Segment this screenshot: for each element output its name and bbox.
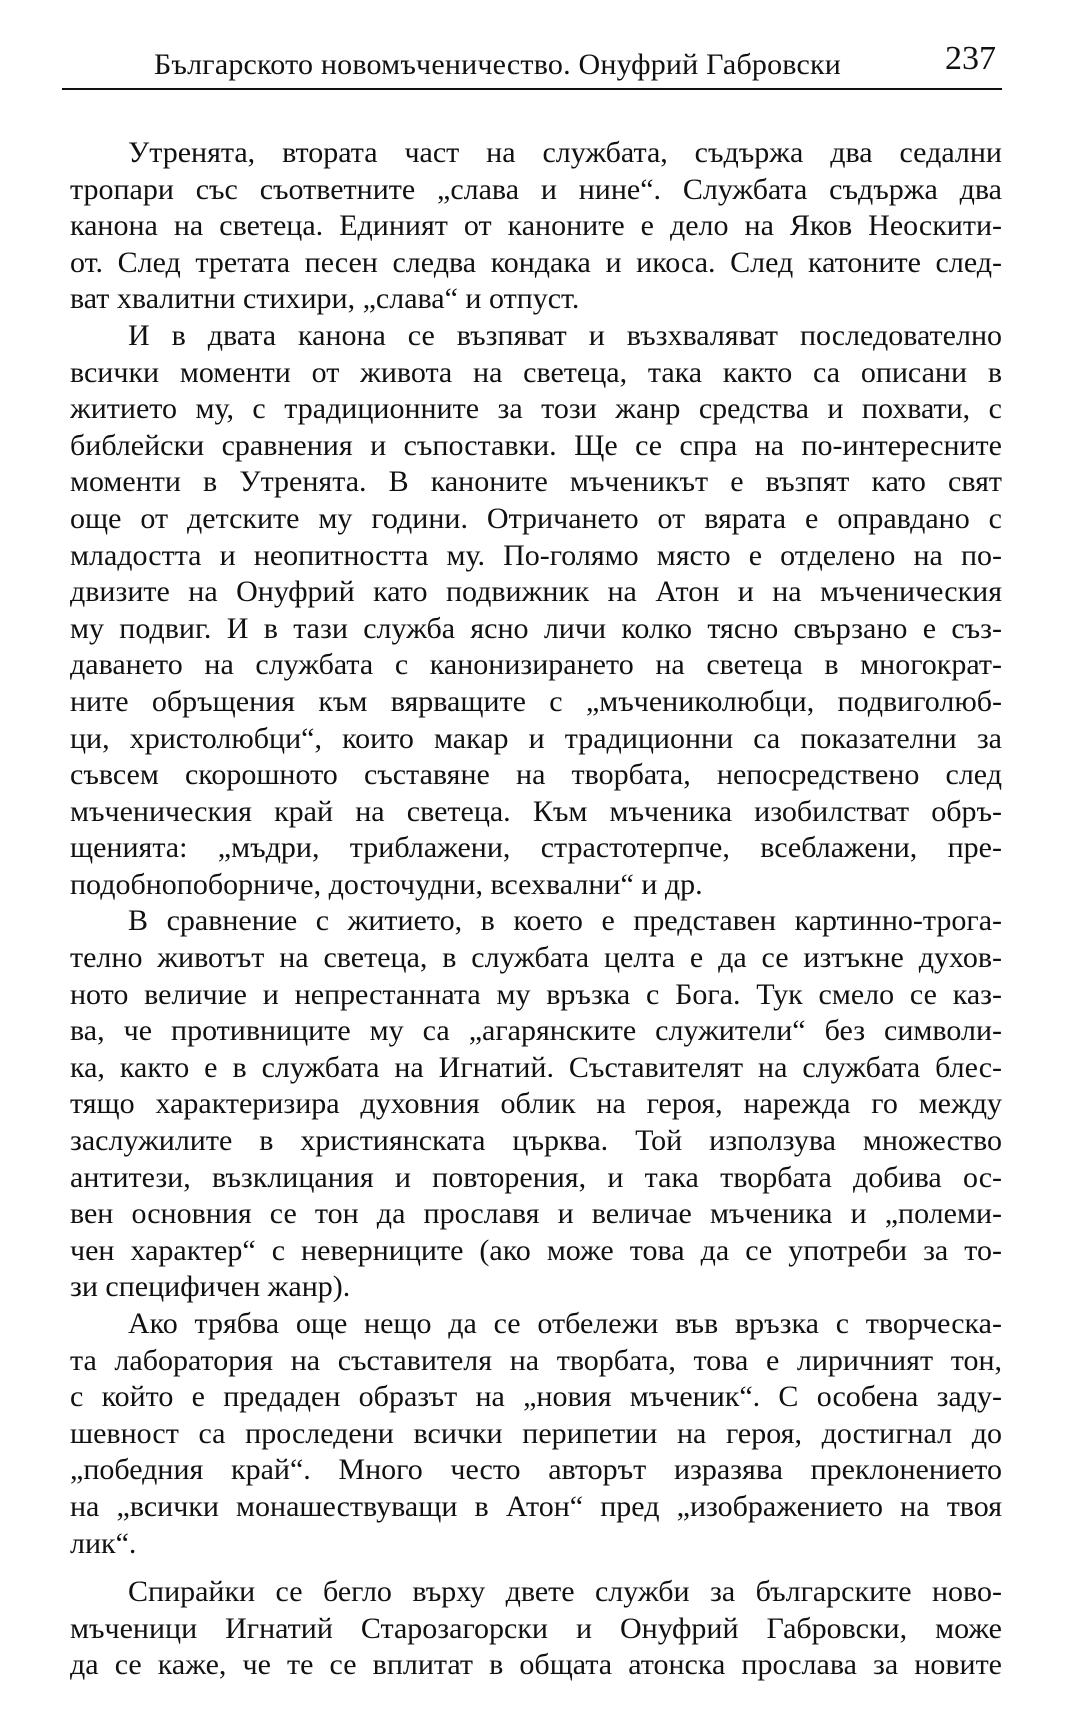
text-line: още от детските му години. Отричането от вярата е оправдано с <box>70 501 1002 535</box>
body-text <box>70 135 1002 1684</box>
text-line: вен основния се тон да прославя и величае мъченика и „полеми- <box>70 1197 1002 1231</box>
text-line: моменти в Утренята. В каноните мъченикът е възпят като свят <box>70 465 1002 499</box>
text-line: библейски сравнения и съпоставки. Ще се спра на по-интересните <box>70 428 1002 462</box>
text-line: житието му, с традиционните за този жанр средства и похвати, с <box>70 392 1002 426</box>
text-line: та лаборатория на съставителя на творбата, това е лиричният тон, <box>70 1343 1002 1377</box>
text-line: даването на службата с канонизирането на светеца в многократ- <box>70 648 1002 682</box>
text-line: заслужилите в християнската църква. Той използува множество <box>70 1124 1002 1158</box>
paragraph <box>70 1574 1002 1684</box>
text-line: чен характер“ с неверниците (ако може това да се употреби за то- <box>70 1233 1002 1267</box>
text-line: тящо характеризира духовния облик на героя, нарежда го между <box>70 1087 1002 1121</box>
text-line: мъченици Игнатий Старозагорски и Онуфрий Габровски, може <box>70 1611 1002 1645</box>
text-line: „победния край“. Много често авторът изразява преклонението <box>70 1453 1002 1487</box>
text-line: от. След третата песен следва кондака и икоса. След катоните след- <box>70 245 1002 279</box>
text-line: Спирайки се бегло върху двете служби за българските ново- <box>128 1575 1002 1609</box>
text-line: двизите на Онуфрий като подвижник на Атон и на мъченическия <box>70 575 1002 609</box>
text-line: подобнопоборниче, досточудни, всехвални“ и др. <box>70 867 703 901</box>
text-line: лик“. <box>70 1526 137 1560</box>
text-line: Утренята, втората част на службата, съдържа два седални <box>128 136 1002 169</box>
text-line: антитези, възклицания и повторения, и така творбата добива ос- <box>70 1160 1002 1194</box>
paragraph-gap <box>70 1562 1002 1574</box>
text-line: щенията: „мъдри, триблажени, страстотерпче, всеблажени, пре- <box>70 831 1002 865</box>
paragraph <box>70 135 1002 318</box>
running-header <box>62 36 1002 90</box>
text-line: съвсем скорошното съставяне на творбата, непосредствено след <box>70 758 1002 792</box>
text-line: зи специфичен жанр). <box>70 1270 351 1304</box>
text-line: ци, христолюбци“, които макар и традиционни са показателни за <box>70 721 1002 755</box>
text-line: В сравнение с житието, в което е представен картинно-трога- <box>128 904 1002 938</box>
running-title: Българското новомъченичество. Онуфрий Габровски <box>154 48 842 81</box>
text-line: на „всички монашествуващи в Атон“ пред „изображението на твоя <box>70 1489 1002 1523</box>
text-line: всички моменти от живота на светеца, така както са описани в <box>70 355 1002 389</box>
paragraph <box>70 318 1002 904</box>
text-line: ват хвалитни стихири, „слава“ и отпуст. <box>70 282 580 316</box>
text-line: мъченическия край на светеца. Към мъченика изобилстват обръ- <box>70 794 1002 828</box>
text-line: ва, че противниците му са „агарянските служители“ без символи- <box>70 1014 1002 1048</box>
page-number: 237 <box>945 40 996 77</box>
text-line: младостта и неопитността му. По-голямо място е отделено на по- <box>70 538 1002 572</box>
text-line: канона на светеца. Единият от каноните е дело на Яков Неоскити- <box>70 209 1002 243</box>
text-line: тропари със съответните „слава и нине“. Службата съдържа два <box>70 172 1002 206</box>
text-line: И в двата канона се възпяват и възхваляват последователно <box>128 318 1002 352</box>
text-line: ните обръщения към вярващите с „мъчениколюбци, подвиголюб- <box>70 684 1002 718</box>
text-line: ното величие и непрестанната му връзка с Бога. Тук смело се каз- <box>70 977 1002 1011</box>
text-line: му подвиг. И в тази служба ясно личи колко тясно свързано е съз- <box>70 611 1002 645</box>
text-line: ка, както е в службата на Игнатий. Съставителят на службата блес- <box>70 1050 1002 1084</box>
text-line: с който е предаден образът на „новия мъченик“. С особена заду- <box>70 1380 1002 1414</box>
paragraph <box>70 903 1002 1306</box>
text-line: Ако трябва още нещо да се отбележи във връзка с творческа- <box>128 1307 1002 1340</box>
text-line: да се каже, че те се вплитат в общата атонска прослава за новите <box>70 1648 1002 1682</box>
paragraph <box>70 1306 1002 1562</box>
text-line: телно животът на светеца, в службата целта е да се изтъкне духов- <box>70 941 1002 975</box>
text-line: шевност са проследени всички перипетии на героя, достигнал до <box>70 1416 1002 1450</box>
